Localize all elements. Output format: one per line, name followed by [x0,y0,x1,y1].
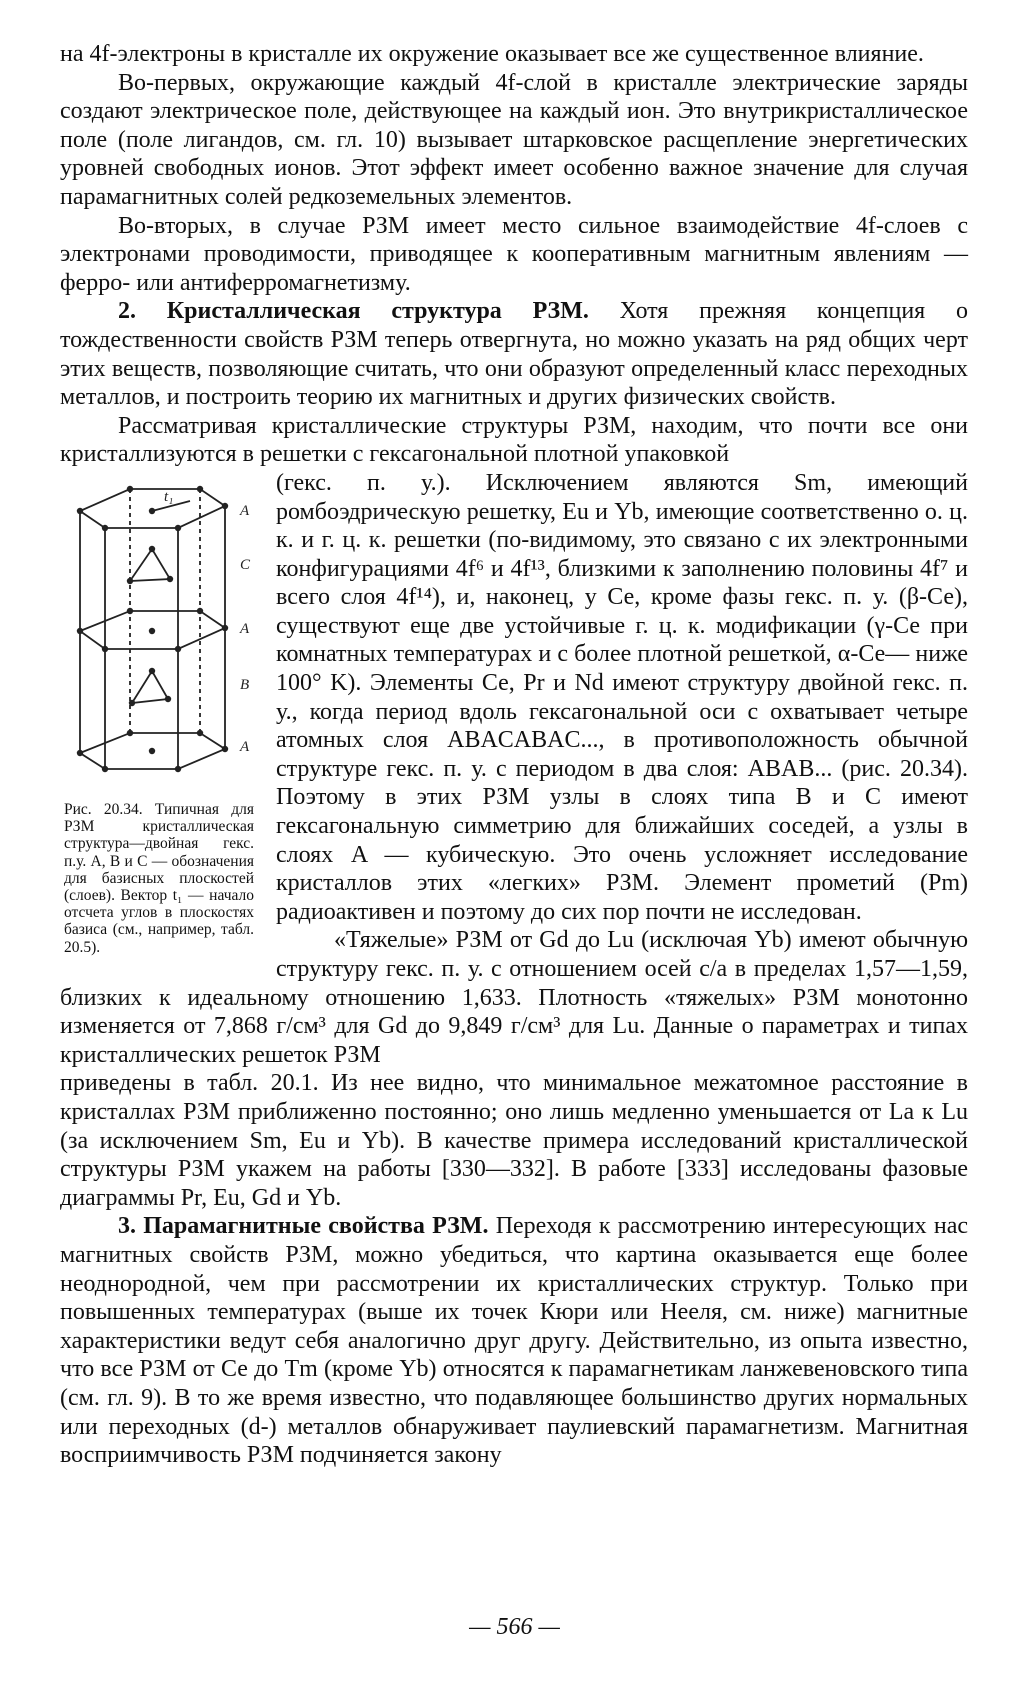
layer-label-a-top: A [240,502,250,519]
vector-label: t₁ [164,488,174,505]
layer-label-b: B [240,676,250,693]
page-number: — 566 — [469,1614,560,1640]
page-body [60,40,968,1470]
figure-caption: Рис. 20.34. Типичная для РЗМ кристаллическая структура—двойная гекс. п.у. A, B и C — обозначения для базисных плоскостей (слоев). Вектор t₁ — начало отсчета углов в плоскостях базиса (см., например, табл. 20.5). [64,800,254,956]
paragraph-6-side: «Тяжелые» РЗМ от Gd до Lu (исключая Yb) имеют обычную структуру гекс. п. у. с отношением осей c/a в пределах 1,57—1,59, близких к идеальному отношению 1,633. Плотность «тяжелых» РЗМ монотонно изменяется от 7,868 г/см³ для Gd до 9,849 г/см³ для Lu. Данные о параметрах и типах кристаллических решеток РЗМ [60,927,968,1068]
section-heading-2: 2. Кристаллическая структура РЗМ. [118,298,589,325]
crystal-structure-diagram [60,471,260,801]
layer-label-a-mid: A [240,620,250,637]
layer-label-a-bottom: A [240,738,250,755]
paragraph-2: Во-первых, окружающие каждый 4f-слой в кристалле электрические заряды создают электрическое поле, действующее на каждый ион. Это внутрикристаллическое поле (поле лигандов, см. гл. 10) вызывает штарковское расщепление энергетических уровней свободных ионов. Этот эффект имеет особенно важное значение для случая парамагнитных солей редкоземельных элементов. [60,69,968,210]
paragraph-7 [60,1212,968,1469]
figure-block [60,469,968,1069]
paragraph-7-text: Переходя к рассмотрению интересующих нас магнитных свойств РЗМ, можно убедиться, что картина оказывается еще более неоднородной, чем при рассмотрении их кристаллических структур. Только при повышенных температурах (выше их точек Кюри или Нееля, см. ниже) магнитные характеристики ведут себя аналогично друг другу. Действительно, из опыта известно, что все РЗМ от Се до Tm (кроме Yb) относятся к парамагнетикам ланжевеновского типа (см. гл. 9). В то же время известно, что подавляющее большинство других нормальных или переходных (d-) металлов обнаруживает паулиевский парамагнетизм. Магнитная восприимчивость РЗМ подчиняется закону [60,1213,968,1469]
paragraph-4-text: Хотя прежняя концепция о тождественности свойств РЗМ теперь отвергнута, но можно указать на ряд общих черт этих веществ, позволяющие считать, что они образуют определенный класс переходных металлов, и построить теорию их магнитных и других физических свойств. [60,298,968,411]
paragraph-1: на 4f-электроны в кристалле их окружение оказывает все же существенное влияние. [60,41,924,67]
layer-label-c: C [240,556,251,573]
paragraph-6-rest: приведены в табл. 20.1. Из нее видно, что минимальное межатомное расстояние в кристаллах РЗМ приближенно постоянно; оно лишь медленно уменьшается от La к Lu (за исключением Sm, Eu и Yb). В качестве примера исследований кристаллической структуры РЗМ укажем на работы [330—332]. В работе [333] исследованы фазовые диаграммы Pr, Eu, Gd и Yb. [60,1070,968,1211]
figure-20-34 [60,471,260,956]
paragraph-5-side: (гекс. п. у.). Исключением являются Sm, имеющий ромбоэдрическую решетку, Eu и Yb, имеющие соответственно о. ц. к. и г. ц. к. решетки (по-видимому, это связано с их электронными конфигурациями 4f⁶ и 4f¹³, близкими к заполнению половины 4f⁷ и всего слоя 4f¹⁴), и, наконец, у Се, кроме фазы гекс. п. у. (β-Се), существуют еще две устойчивые г. ц. к. модификации (γ-Се при комнатных температурах и с более плотной решеткой, α-Се— ниже 100° K). Элементы Се, Pr и Nd имеют структуру двойной гекс. п. у., когда период вдоль гексагональной оси c охватывает четыре атомных слоя ABACABAC..., в противоположность обычной структуре гекс. п. у. с периодом в два слоя: ABAB... (рис. 20.34). Поэтому в этих РЗМ узлы в слоях типа B и C имеют гексагональную симметрию для ближайших соседей, а узлы в слоях A — кубическую. Это очень усложняет исследование кристаллов этих «легких» РЗМ. Элемент прометий (Pm) радиоактивен и поэтому до сих пор почти не исследован. [276,469,968,925]
paragraph-3: Во-вторых, в случае РЗМ имеет место сильное взаимодействие 4f-слоев с электронами проводимости, приводящее к кооперативным магнитным явлениям — ферро- или антиферромагнетизму. [60,212,968,296]
paragraph-4 [60,297,968,411]
paragraph-5-intro: Рассматривая кристаллические структуры РЗМ, находим, что почти все они кристаллизуются в решетки с гексагональной плотной упаковкой [60,412,968,468]
section-heading-3: 3. Парамагнитные свойства РЗМ. [118,1213,489,1240]
